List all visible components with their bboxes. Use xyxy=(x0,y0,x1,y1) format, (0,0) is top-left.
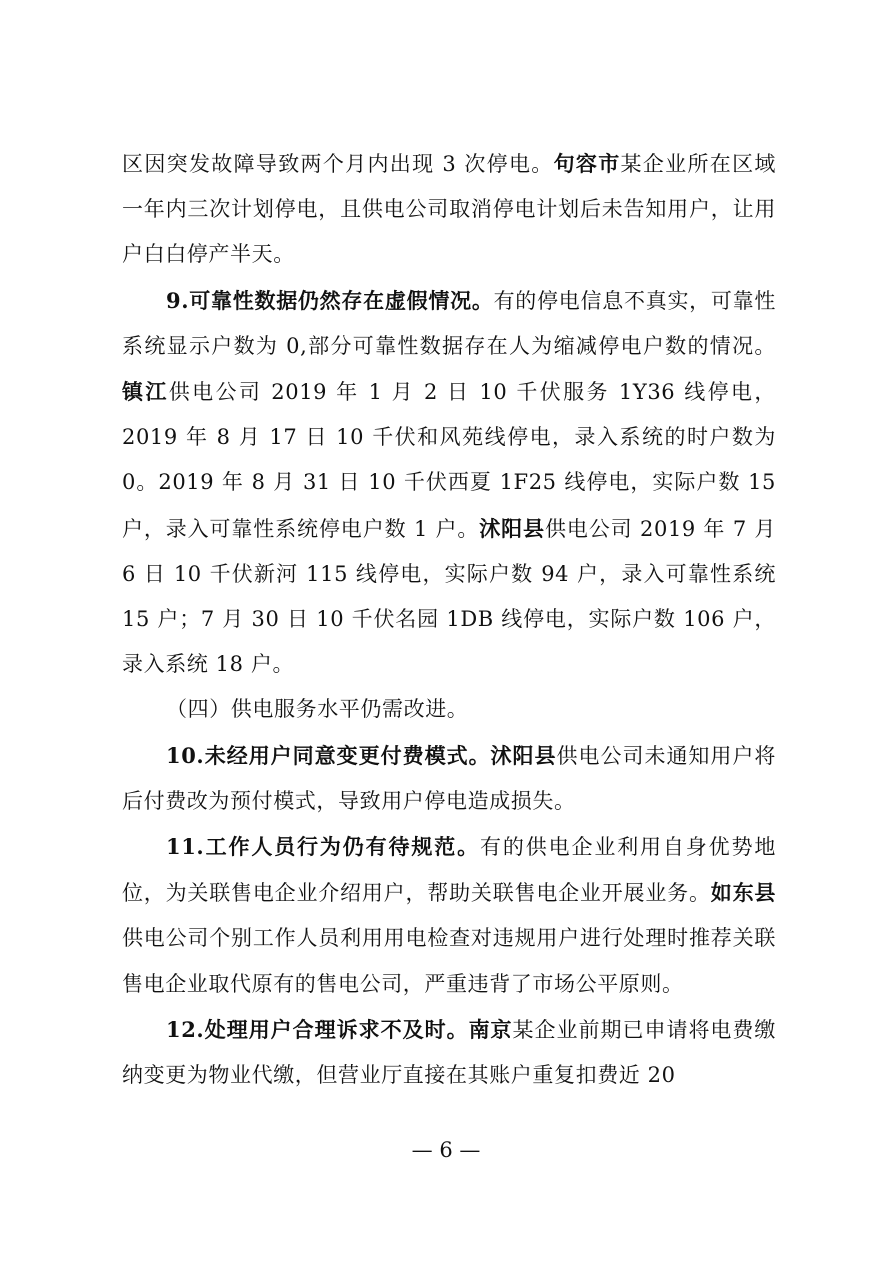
text-run: 某企业前期已申请将电费缴纳变更为物业代缴，但营业厅直接在其账户重复扣费近 20 xyxy=(122,1017,777,1088)
bold-text-run: 11.工作人员行为仍有待规范。 xyxy=(166,834,480,860)
text-run: 某企业所在区域一年内三次计划停电，且供电公司取消停电计划后未告知用户，让用户白白停产半天。 xyxy=(122,152,777,267)
text-run: 有的供电企业利用自身优势地位，为关联售电企业介绍用户，帮助关联售电企业开展业务。 xyxy=(122,835,776,906)
bold-text-run: 10.未经用户同意变更付费模式。沭阳县 xyxy=(166,742,557,768)
bold-text-run: 12.处理用户合理诉求不及时。南京 xyxy=(166,1016,513,1042)
text-run: 区因突发故障导致两个月内出现 3 次停电。 xyxy=(122,152,554,176)
paragraph xyxy=(122,733,776,824)
paragraph xyxy=(122,824,776,1007)
paragraph xyxy=(122,1007,776,1098)
text-run: 有的停电信息不真实，可靠性系统显示户数为 0,部分可靠性数据存在人为缩减停电户数的情况。 xyxy=(122,288,776,358)
bold-text-run: 沭阳县 xyxy=(479,515,545,541)
paragraph xyxy=(122,278,776,688)
paragraph xyxy=(122,141,776,278)
bold-text-run: 如东县 xyxy=(710,880,776,906)
paragraph xyxy=(122,687,776,732)
bold-text-run: 句容市 xyxy=(553,151,621,176)
text-run: 供电公司 2019 年 7 月 6 日 10 千伏新河 115 线停电，实际户数 94 户，录入可靠性系统 15 户；7 月 30 日 10 千伏名园 1DB 线停电，实际户数 106 户，录入系统 18 户。 xyxy=(122,516,776,677)
text-run: 供电公司个别工作人员利用用电检查对违规用户进行处理时推荐关联售电企业取代原有的售电公司，严重违背了市场公平原则。 xyxy=(122,926,776,996)
page-number: — 6 — xyxy=(411,1138,481,1162)
text-run: 供电公司未通知用户将后付费改为预付模式，导致用户停电造成损失。 xyxy=(122,743,776,813)
bold-text-run: 9.可靠性数据仍然存在虚假情况。 xyxy=(166,287,494,313)
text-run: 供电公司 2019 年 1 月 2 日 10 千伏服务 1Y36 线停电， 2019 年 8 月 17 日 10 千伏和风苑线停电，录入系统的时户数为 0。2019 年 8 月 31 日 10 千伏西夏 1F25 线停电，实际户数 15 户，录入可靠性系统停电户数 1 户。 xyxy=(122,380,776,541)
document-body xyxy=(122,141,776,1098)
text-run: （四）供电服务水平仍需改进。 xyxy=(166,697,469,722)
bold-text-run: 镇江 xyxy=(122,379,169,405)
